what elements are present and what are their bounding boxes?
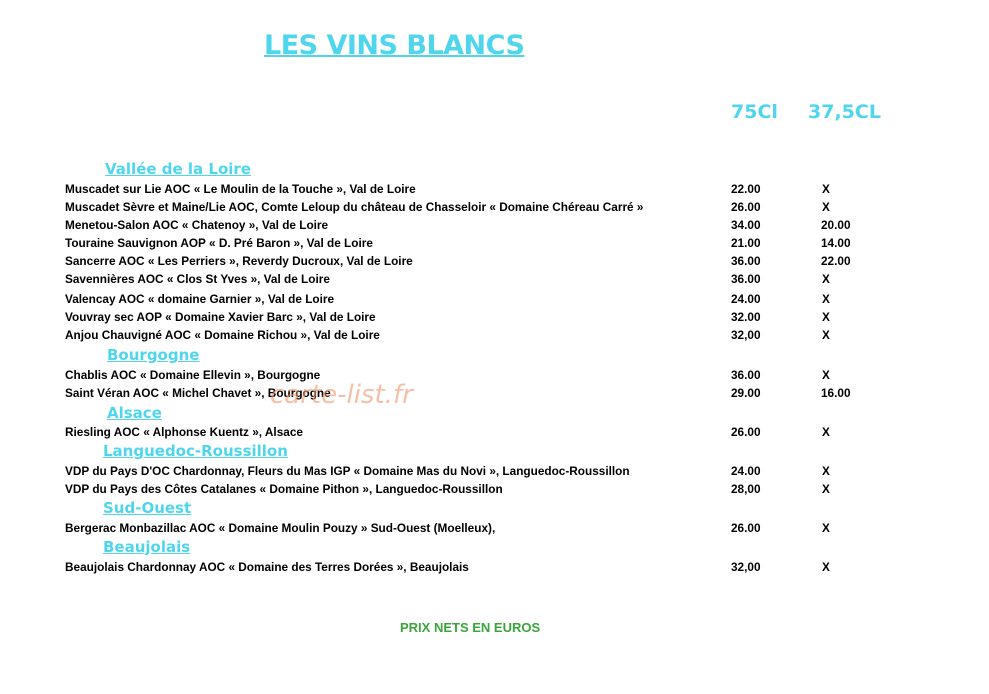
- price-75cl: 22.00: [731, 182, 761, 196]
- price-37cl: X: [822, 182, 830, 196]
- price-75cl: 32,00: [731, 328, 761, 342]
- wine-row: [0, 521, 989, 539]
- price-75cl: 32,00: [731, 560, 761, 574]
- price-75cl: 36.00: [731, 254, 761, 268]
- wine-name: Savennières AOC « Clos St Yves », Val de Loire: [65, 272, 330, 286]
- wine-name: Chablis AOC « Domaine Ellevin », Bourgogne: [65, 368, 321, 382]
- section-heading-languedoc: Languedoc-Roussillon: [103, 442, 288, 460]
- page-title: LES VINS BLANCS: [264, 30, 525, 61]
- price-37cl: X: [822, 464, 830, 478]
- wine-row: [0, 182, 989, 200]
- price-37cl: X: [822, 328, 830, 342]
- section-heading-beaujolais: Beaujolais: [103, 538, 191, 556]
- wine-row: [0, 310, 989, 328]
- wine-row: [0, 386, 989, 404]
- wine-row: [0, 218, 989, 236]
- price-37cl: 14.00: [821, 236, 851, 250]
- column-header-37cl: 37,5CL: [808, 101, 881, 123]
- section-heading-loire: Vallée de la Loire: [105, 160, 251, 178]
- price-75cl: 21.00: [731, 236, 761, 250]
- wine-row: [0, 560, 989, 578]
- price-75cl: 34.00: [731, 218, 761, 232]
- wine-name: Touraine Sauvignon AOP « D. Pré Baron », Val de Loire: [65, 236, 373, 250]
- footer-note: PRIX NETS EN EUROS: [400, 620, 541, 635]
- price-75cl: 29.00: [731, 386, 761, 400]
- price-37cl: X: [822, 521, 830, 535]
- wine-name: VDP du Pays des Côtes Catalanes « Domaine Pithon », Languedoc-Roussillon: [65, 482, 503, 496]
- wine-name: Muscadet Sèvre et Maine/Lie AOC, Comte Leloup du château de Chasseloir « Domaine Chéreau Carré »: [65, 200, 644, 214]
- price-75cl: 28,00: [731, 482, 761, 496]
- price-37cl: 20.00: [821, 218, 851, 232]
- price-37cl: 22.00: [821, 254, 851, 268]
- wine-row: [0, 254, 989, 272]
- price-37cl: X: [822, 272, 830, 286]
- price-75cl: 24.00: [731, 464, 761, 478]
- wine-name: Anjou Chauvigné AOC « Domaine Richou », Val de Loire: [65, 328, 380, 342]
- wine-name: Riesling AOC « Alphonse Kuentz », Alsace: [65, 425, 303, 439]
- price-75cl: 26.00: [731, 521, 761, 535]
- wine-row: [0, 464, 989, 482]
- price-37cl: X: [822, 368, 830, 382]
- wine-name: Saint Véran AOC « Michel Chavet », Bourgogne: [65, 386, 331, 400]
- wine-row: [0, 482, 989, 500]
- section-heading-bourgogne: Bourgogne: [107, 346, 200, 364]
- wine-row: [0, 328, 989, 346]
- price-37cl: X: [822, 310, 830, 324]
- price-75cl: 36.00: [731, 368, 761, 382]
- wine-name: Muscadet sur Lie AOC « Le Moulin de la Touche », Val de Loire: [65, 182, 416, 196]
- price-37cl: X: [822, 200, 830, 214]
- section-heading-alsace: Alsace: [107, 404, 162, 422]
- wine-name: Beaujolais Chardonnay AOC « Domaine des Terres Dorées », Beaujolais: [65, 560, 469, 574]
- price-37cl: 16.00: [821, 386, 851, 400]
- price-37cl: X: [822, 425, 830, 439]
- wine-row: [0, 292, 989, 310]
- wine-row: [0, 236, 989, 254]
- price-37cl: X: [822, 292, 830, 306]
- price-75cl: 26.00: [731, 200, 761, 214]
- wine-name: Menetou-Salon AOC « Chatenoy », Val de Loire: [65, 218, 329, 232]
- section-heading-sudouest: Sud-Ouest: [103, 499, 192, 517]
- price-37cl: X: [822, 482, 830, 496]
- wine-name: Sancerre AOC « Les Perriers », Reverdy Ducroux, Val de Loire: [65, 254, 413, 268]
- watermark: carte-list.fr: [270, 380, 413, 410]
- wine-name: Valencay AOC « domaine Garnier », Val de Loire: [65, 292, 335, 306]
- wine-name: VDP du Pays D'OC Chardonnay, Fleurs du Mas IGP « Domaine Mas du Novi », Languedoc-Roussillon: [65, 464, 630, 478]
- wine-name: Bergerac Monbazillac AOC « Domaine Moulin Pouzy » Sud-Ouest (Moelleux),: [65, 521, 496, 535]
- wine-row: [0, 272, 989, 290]
- price-75cl: 32.00: [731, 310, 761, 324]
- price-75cl: 24.00: [731, 292, 761, 306]
- price-37cl: X: [822, 560, 830, 574]
- price-75cl: 26.00: [731, 425, 761, 439]
- price-75cl: 36.00: [731, 272, 761, 286]
- wine-row: [0, 425, 989, 443]
- wine-row: [0, 200, 989, 218]
- column-header-75cl: 75Cl: [731, 101, 778, 123]
- wine-name: Vouvray sec AOP « Domaine Xavier Barc », Val de Loire: [65, 310, 376, 324]
- wine-row: [0, 368, 989, 386]
